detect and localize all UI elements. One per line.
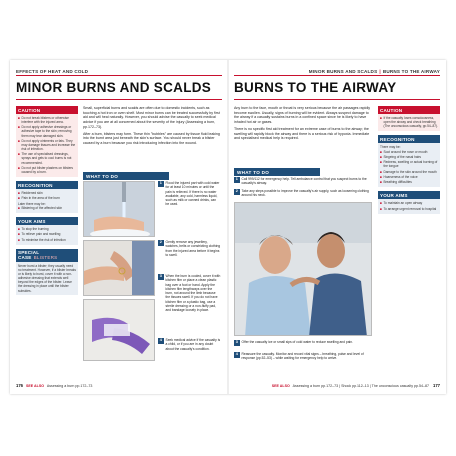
see-also-ref: Assessing a burn pp.172–73 | Shock pp.112–13 | The unconscious casualty pp.54–87 [292, 384, 429, 388]
see-also-label: SEE ALSO [26, 384, 45, 388]
aims-heading: YOUR AIMS [378, 191, 440, 199]
step-4: 4 Reassure the casualty. Monitor and record vital signs – breathing, pulse and level of response (pp.52–53) – while waiting for emergency help to arrive. [235, 352, 364, 361]
aims-box [16, 225, 78, 245]
list-item: ■ Hoarseness of the voice [380, 174, 418, 179]
step-1: 1 Flood the injured part with cold water for at least 10 minutes or until the pain is relieved. If there is no water available, any cold, harmless liquid, such as milk or canned drinks, can be used. [159, 181, 220, 207]
recognition-note: There may be: [380, 145, 401, 150]
list-item: ■ Breathing difficulties [380, 180, 412, 185]
list-item: ■ Do not break blisters or otherwise interfere with the injured area. [18, 116, 69, 125]
list-item: ■ If the casualty loses consciousness, open the airway and check breathing (The unconscious casualty, pp.54–87). [380, 116, 438, 129]
special-case-heading: SPECIAL CASE BLISTERS [16, 249, 78, 262]
page-title: BURNS TO THE AIRWAY [234, 80, 397, 95]
photo-airway-casualty [234, 202, 372, 336]
right-footer [270, 383, 440, 388]
list-item: ■ Do not put blister plasters on blisters caused by a burn. [18, 165, 73, 174]
recognition-box [378, 143, 440, 187]
body-paragraph: Any burn to the face, mouth or throat is very serious because the air passages rapidly become swollen. Usually, signs of burning will be evident. Always suspect damage to the airway if a casualty sustains burns in a confined space since he is likely to have inhaled hot air or gases. [234, 106, 371, 125]
special-case-text: Never burst a blister; they usually need no treatment. However, if a blister breaks or is likely to burst, cover it with a non-adhesive dressing that extends well beyond the edges of the blister. Leave the dressing in place until the blister subsides. [18, 263, 76, 293]
recognition-note: Later there may be: [18, 201, 46, 206]
body-text [83, 106, 222, 148]
what-to-do-heading: WHAT TO DO [234, 168, 320, 176]
body-paragraph: Small, superficial burns and scalds are often due to domestic incidents, such as touching a hot iron or oven shelf. Most minor burns can be treated successfully by first aid and will heal naturally. However, you should advise the casualty to seek medical advice if you are at all concerned about the severity of the injury (Assessing a burn, pp.172–73). [83, 106, 220, 129]
list-item: ■ Do not apply adhesive dressings or adhesive tape to the skin; removing them may tear damaged skin. [18, 125, 72, 138]
caution-heading: CAUTION [378, 106, 440, 114]
step-2: 2 Gently remove any jewellery, watches, belts or constricting clothing from the injured area before it begins to swell. [159, 240, 221, 257]
list-item: ■ Redness, swelling or actual burning of the tongue [380, 160, 438, 169]
caution-box [378, 114, 440, 131]
caution-box [16, 114, 78, 177]
list-item: ■ To stop the burning [18, 227, 49, 232]
left-page [10, 60, 228, 394]
list-item: ■ To maintain an open airway [380, 201, 423, 206]
body-paragraph: After a burn, blisters may form. These thin "bubbles" are caused by tissue fluid leaking into the burnt area just beneath the skin's surface. You should never break a blister caused by a burn because you risk introducing infection into the wound. [83, 131, 220, 145]
what-to-do-heading: WHAT TO DO [83, 172, 169, 180]
step-3: 3 Offer the casualty ice or small sips of cold water to reduce swelling and pain. [235, 340, 354, 344]
running-head: EFFECTS OF HEAT AND COLD [16, 69, 89, 74]
list-item: ■ Blistering of the affected skin [18, 205, 63, 210]
see-also-ref: Assessing a burn pp.172–73 [46, 384, 93, 388]
left-footer [16, 383, 92, 388]
step-3: 3 When the burn is cooled, cover it with kitchen film or place a clean plastic bag over a foot or hand. Apply the kitchen film lengthways over the burn, not around the limb because the tissues swell. If you do not have kitchen film or a plastic bag, use a sterile dressing or a non-fluffy pad, and bandage loosely in place. [159, 274, 221, 313]
body-paragraph: There is no specific first aid treatment for an extreme case of burns to the airway; the swelling will rapidly block the airway and there is a serious risk of hypoxia. Immediate and specialised medical help is required. [234, 126, 370, 141]
list-item: ■ Damage to the skin around the mouth [380, 169, 437, 174]
page-title: MINOR BURNS AND SCALDS [16, 80, 212, 95]
list-item: ■ Soot around the nose or mouth [380, 149, 428, 154]
page-number: 176 [16, 383, 23, 388]
special-case-box [16, 262, 78, 295]
step-4: 4 Seek medical advice if the casualty is a child, or if you are in any doubt about the casualty's condition. [159, 338, 221, 351]
list-item: ■ Singeing of the nasal hairs [380, 154, 422, 159]
left-sidebar [16, 106, 78, 299]
see-also-label: SEE ALSO [271, 384, 290, 388]
recognition-heading: RECOGNITION [378, 135, 440, 143]
running-head-rule [234, 75, 440, 76]
aims-heading: YOUR AIMS [16, 217, 78, 225]
caution-heading: CAUTION [16, 106, 78, 114]
list-item: ■ The use of specialised dressings, sprays and gels to cool burns is not recommended. [18, 152, 72, 165]
list-item: ■ To minimise the risk of infection [18, 237, 66, 242]
right-page [228, 60, 446, 394]
aims-box [378, 199, 440, 214]
list-item: ■ Reddened skin [18, 191, 43, 196]
list-item: ■ To relieve pain and swelling [18, 232, 61, 237]
title-rule [16, 99, 222, 100]
photo-cooling-burn [83, 181, 155, 237]
recognition-box [16, 189, 78, 213]
title-rule [234, 99, 440, 100]
book-spread [10, 60, 446, 394]
recognition-heading: RECOGNITION [16, 181, 78, 189]
list-item: ■ Pain in the area of the burn [18, 196, 60, 201]
list-item: ■ Do not apply ointments or fats. They may damage tissues and increase the risk of infection. [18, 138, 76, 152]
photo-covering-burn [83, 299, 155, 361]
running-head: MINOR BURNS AND SCALDS | BURNS TO THE AIRWAY [308, 69, 440, 74]
list-item: ■ To arrange urgent removal to hospital [380, 206, 437, 211]
step-2: 2 Take any steps possible to improve the casualty's air supply, such as loosening clothing around his neck. [235, 189, 369, 198]
page-number: 177 [433, 383, 440, 388]
right-sidebar [378, 106, 440, 218]
photo-removing-jewellery [83, 240, 155, 296]
body-text [234, 106, 372, 143]
running-head-rule [16, 75, 222, 76]
step-1: 1 Call 999/112 for emergency help. Tell ambulance control that you suspect burns to the casualty's airway. [235, 177, 367, 186]
